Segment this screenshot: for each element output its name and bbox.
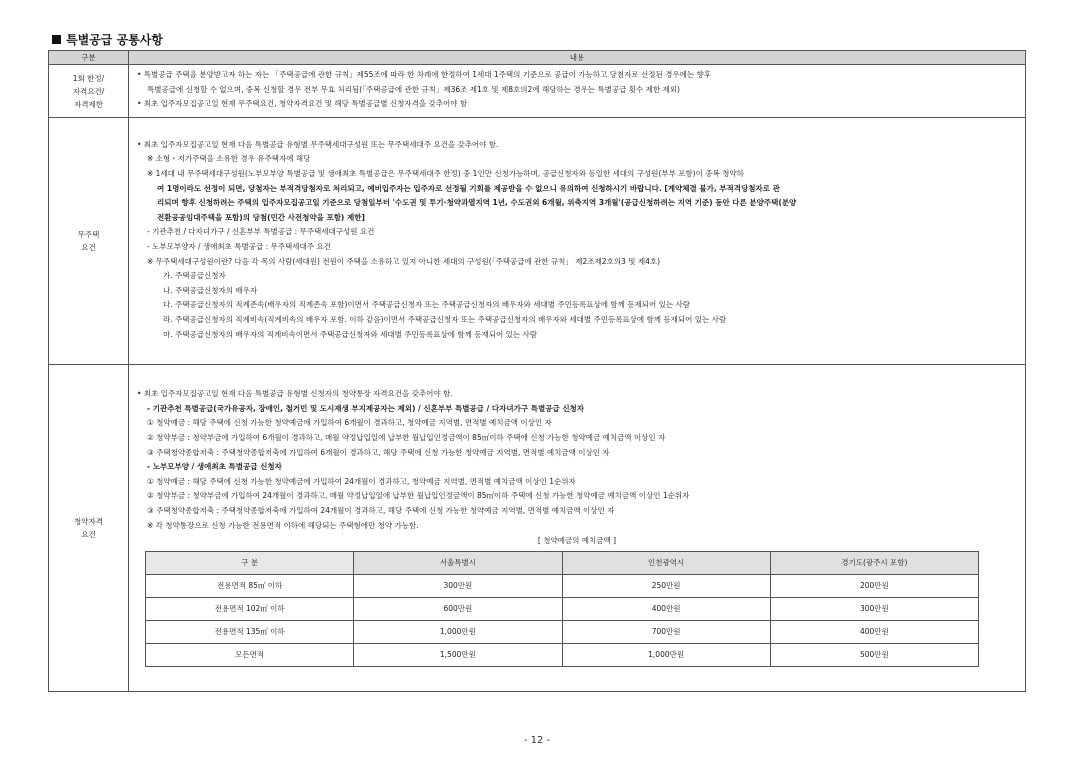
- row-one-time-limit: [49, 65, 1026, 118]
- deposit-header-cell: 인천광역시: [562, 551, 770, 574]
- deposit-row: 모든면적 1,500만원 1,000만원 500만원: [146, 643, 979, 666]
- deposit-header-row: [146, 551, 979, 574]
- deposit-header-cell: 구 분: [146, 551, 354, 574]
- page-number: - 12 -: [523, 735, 551, 746]
- row-no-house-requirement: [49, 118, 1026, 365]
- section-title-text: 특별공급 공통사항: [66, 33, 163, 47]
- section-title: [52, 31, 163, 48]
- common-requirements-table: [48, 50, 1026, 692]
- row-content: • 최초 입주자모집공고일 현재 다음 특별공급 유형별 무주택세대구성원 또는 무주택세대주 요건을 갖추어야 함. ※ 소형・저가주택을 소유한 경우 유주택자에 해당 ※ 1세대 내 무주택세대구성원(노부모부양 특별공급 및 생애최초 특별공급은 무주택세대주 한정) 중 1인만 신청가능하며, 공급신청자와 동일한 세대의 구성원(부부 포함)이 중복 청약하 여 1명이라도 선정이 되면, 당첨자는 부적격당첨자로 처리되고, 예비입주자는 입주자로 선정될 기회를 제공받을 수 없으니 유의하여 신청하시기 바랍니다. [계약체결 불가, 부적격당첨자로 관 리되며 향후 신청하려는 주택의 입주자모집공고일 기준으로 당첨일부터 '수도권 및 투기·청약과열지역 1년, 수도권외 6개월, 위축지역 3개월'(공급신청하려는 지역 기준) 동안 다른 분양주택(분양 전환공공임대주택을 포함)의 당첨(민간 사전청약을 포함) 제한] - 기관추천 / 다자녀가구 / 신혼부부 특별공급 : 무주택세대구성원 요건 - 노부모부양자 / 생애최초 특별공급 : 무주택세대주 요건 ※ 무주택세대구성원이란? 다음 각 목의 사람(세대원) 전원이 주택을 소유하고 있지 아니한 세대의 구성원(「주택공급에 관한 규칙」 제2조제2호의3 및 제4호) 가. 주택공급신청자 나. 주택공급신청자의 배우자 다. 주택공급신청자의 직계존속(배우자의 직계존속 포함)이면서 주택공급신청자 또는 주택공급신청자의 배우자와 세대별 주민등록표상에 함께 등재되어 있는 사람 라. 주택공급신청자의 직계비속(직계비속의 배우자 포함. 이하 같음)이면서 주택공급신청자 또는 주택공급신청자의 배우자와 세대별 주민등록표상에 함께 등재되어 있는 사람 마. 주택공급신청자의 배우자의 직계비속이면서 주택공급신청자와 세대별 주민등록표상에 함께 등재되어 있는 사람: [129, 118, 1026, 365]
- deposit-row: 전용면적 102㎡ 이하 600만원 400만원 300만원: [146, 597, 979, 620]
- deposit-table-caption: [ 청약예금의 예치금액 ]: [537, 536, 617, 546]
- deposit-row: 전용면적 135㎡ 이하 1,000만원 700만원 400만원: [146, 620, 979, 643]
- deposit-header-cell: 경기도(광주시 포함): [770, 551, 978, 574]
- square-bullet-icon: [52, 35, 61, 44]
- row-label: 1회 한정/ 자격요건/ 자격제한: [49, 65, 129, 118]
- row-label: 무주택 요건: [49, 118, 129, 365]
- row-content: • 특별공급 주택을 분양받고자 하는 자는 「주택공급에 관한 규칙」제55조에 따라 한 차례에 한정하여 1세대 1주택의 기준으로 공급이 가능하고 당첨자로 선정된 경우에는 향후 특별공급에 신청할 수 없으며, 중복 신청할 경우 전부 무효 처리됨(「주택공급에 관한 규칙」제36조 제1호 및 제8호의2에 해당하는 경우는 특별공급 횟수 제한 제외) • 최초 입주자모집공고일 현재 무주택요건, 청약자격요건 및 해당 특별공급별 신청자격을 갖추어야 함: [129, 65, 1026, 118]
- header-content: 내용: [129, 51, 1026, 65]
- deposit-row: 전용면적 85㎡ 이하 300만원 250만원 200만원: [146, 574, 979, 597]
- header-category: 구분: [49, 51, 129, 65]
- row-subscription-requirement: [49, 365, 1026, 692]
- deposit-header-cell: 서울특별시: [354, 551, 562, 574]
- row-content: • 최초 입주자모집공고일 현재 다음 특별공급 유형별 신청자의 청약통장 자격요건을 갖추어야 함. - 기관추천 특별공급(국가유공자, 장애인, 철거민 및 도시재생 부지제공자는 제외) / 신혼부부 특별공급 / 다자녀가구 특별공급 신청자 ① 청약예금 : 해당 주택에 신청 가능한 청약예금에 가입하여 6개월이 경과하고, 청약예금 지역별, 면적별 예치금액 이상인 자 ② 청약부금 : 청약부금에 가입하여 6개월이 경과하고, 매월 약정납입일에 납부한 월납입인정금액이 85㎡이하 주택에 신청 가능한 청약예금 예치금액 이상인 자 ③ 주택청약종합저축 : 주택청약종합저축에 가입하여 6개월이 경과하고, 해당 주택에 신청 가능한 청약예금 지역별, 면적별 예치금액 이상인 자 - 노부모부양 / 생애최초 특별공급 신청자 ① 청약예금 : 해당 주택에 신청 가능한 청약예금에 가입하여 24개월이 경과하고, 청약예금 지역별, 면적별 예치금액 이상인 1순위자 ② 청약부금 : 청약부금에 가입하여 24개월이 경과하고, 매월 약정납입일에 납부한 월납입인정금액이 85㎡이하 주택에 신청 가능한 청약예금 예치금액 이상인 1순위자 ③ 주택청약종합저축 : 주택청약종합저축에 가입하여 24개월이 경과하고, 해당 주택에 신청 가능한 청약예금 지역별, 면적별 예치금액 이상인 자 ※ 각 청약통장으로 신청 가능한 전용면적 이하에 해당되는 주택형에만 청약 가능함. [ 청약예금의 예치금액 ] 구 분 서울특별시 인천광역시 경기도(광주시 포함) 전용면적 85㎡ 이하 300만원 250만원 200만원 전용면적 102㎡ 이하 600만원 400만원 300만원 전용면적 135㎡ 이하 1,000만원 700만원 400만원 모든면적 1,500만원 1,000만원 500만원: [129, 365, 1026, 692]
- deposit-amount-table: [145, 551, 979, 667]
- row-label: 청약자격 요건: [49, 365, 129, 692]
